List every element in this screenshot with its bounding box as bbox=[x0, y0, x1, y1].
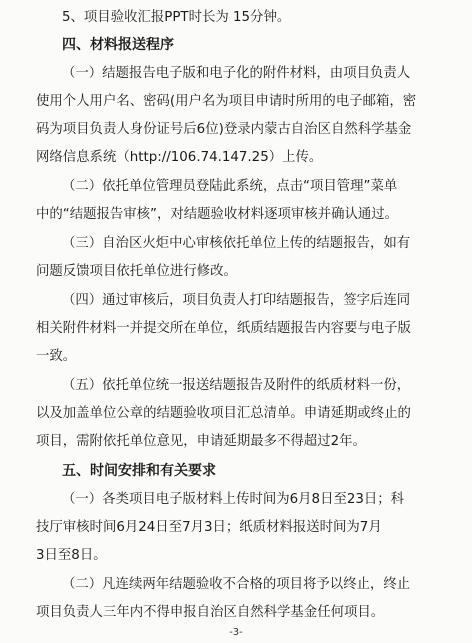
s4-p5-line-1: （五）依托单位统一报送结题报告及附件的纸质材料一份， bbox=[62, 378, 411, 393]
s4-p3-line-2: 问题反馈项目依托单位进行修改。 bbox=[36, 264, 237, 279]
page-number: -3- bbox=[229, 627, 243, 638]
s4-p3-line-1: （三）自治区火炬中心审核依托单位上传的结题报告，如有 bbox=[62, 236, 411, 251]
s4-p2-line-1: （二）依托单位管理员登陆此系统，点击“项目管理”菜单 bbox=[62, 179, 398, 194]
s4-p5-line-3: 项目，需附依托单位意见，申请延期最多不得超过2年。 bbox=[36, 434, 366, 449]
s4-p4-line-2: 相关附件材料一并提交所在单位，纸质结题报告内容要与电子版 bbox=[36, 321, 411, 336]
item-5-line: 5、项目验收汇报PPT时长为 15分钟。 bbox=[62, 10, 291, 25]
s5-p1-line-1: （一）各类项目电子版材料上传时间为6月8日至23日；科 bbox=[62, 492, 405, 507]
s4-p1-line-2: 使用个人用户名、密码(用户名为项目申请时所用的电子邮箱，密 bbox=[36, 94, 417, 109]
s4-p5-line-2: 以及加盖单位公章的结题验收项目汇总清单。申请延期或终止的 bbox=[36, 406, 411, 421]
s5-p2-line-1: （二）凡连续两年结题验收不合格的项目将予以终止，终止 bbox=[62, 577, 411, 592]
s4-p1-line-1: （一）结题报告电子版和电子化的附件材料，由项目负责人 bbox=[62, 66, 411, 81]
s4-p2-line-2: 中的“结题报告审核”，对结题验收材料逐项审核并确认通过。 bbox=[36, 207, 399, 222]
s5-p1-line-2: 技厅审核时间6月24日至7月3日；纸质材料报送时间为7月 bbox=[36, 520, 382, 535]
section-5-heading: 五、时间安排和有关要求 bbox=[62, 463, 216, 479]
s4-p1-line-4: 网络信息系统（http://106.74.147.25）上传。 bbox=[36, 150, 323, 165]
s4-p4-line-1: （四）通过审核后，项目负责人打印结题报告，签字后连同 bbox=[62, 293, 411, 308]
section-4-heading: 四、材料报送程序 bbox=[62, 37, 174, 53]
s5-p2-line-2: 项目负责人三年内不得申报自治区自然科学基金任何项目。 bbox=[36, 605, 385, 620]
s5-p1-line-3: 3日至8日。 bbox=[36, 548, 107, 563]
s4-p4-line-3: 一致。 bbox=[36, 349, 77, 364]
s4-p1-line-3: 码为项目负责人身份证号后6位)登录内蒙古自治区自然科学基金 bbox=[36, 122, 412, 137]
